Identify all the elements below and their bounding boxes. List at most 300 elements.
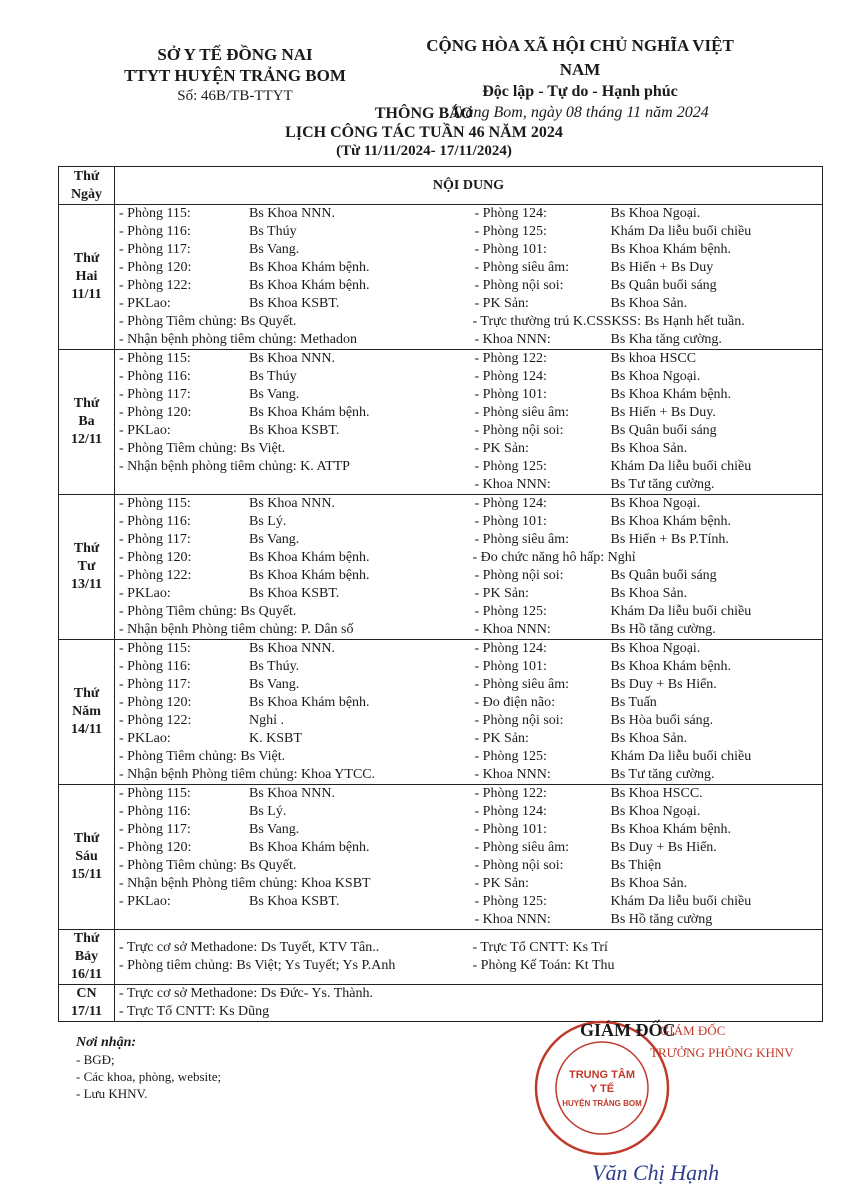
day-label-line: Thứ — [73, 686, 100, 701]
entry-value: Bs Khoa Khám bệnh. — [249, 840, 370, 855]
recipient-item: - BGĐ; — [76, 1052, 115, 1067]
schedule-entry — [115, 368, 469, 386]
org-name: TTYT HUYỆN TRẢNG BOM — [124, 66, 346, 85]
org-parent: SỞ Y TẾ ĐỒNG NAI — [157, 45, 313, 64]
schedule-entry — [115, 350, 469, 368]
right-column — [469, 350, 823, 494]
entry-value: Bs Khoa Khám bệnh. — [610, 242, 732, 257]
entry-value: Bs Khoa Khám bệnh. — [249, 568, 370, 583]
schedule-entry — [469, 567, 823, 585]
schedule-entry — [115, 585, 469, 603]
left-column — [115, 495, 469, 639]
entry-label: - Phòng 101: — [474, 514, 547, 529]
schedule-entry — [115, 730, 469, 748]
doc-number: Số: 46B/TB-TTYT — [177, 88, 293, 104]
entry-label: - Phòng 124: — [474, 206, 547, 221]
schedule-entry — [115, 893, 469, 911]
schedule-entry — [115, 549, 469, 567]
left-column — [115, 640, 469, 784]
entry-label: - PK Sản: — [474, 731, 529, 746]
schedule-entry — [115, 331, 469, 349]
place-date: Trảng Bom, ngày 08 tháng 11 năm 2024 — [451, 104, 709, 121]
left-column — [115, 205, 469, 349]
entry-label: - Phòng 120: — [119, 405, 192, 420]
entry-value: Bs Thúy. — [249, 659, 300, 674]
entry-value: Bs Tuấn — [610, 695, 657, 710]
entry-text: - Trực cơ sở Methadone: Ds Đức- Ys. Thành. — [119, 986, 373, 1001]
schedule-entry — [469, 205, 823, 223]
entry-label: - Phòng 120: — [119, 695, 192, 710]
day-content-cell — [115, 640, 823, 785]
schedule-entry — [115, 259, 469, 277]
stamp-text-3: HUYỆN TRẢNG BOM — [562, 1099, 642, 1108]
schedule-entry — [115, 621, 469, 639]
entry-text: - Trực Tổ CNTT: Ks Dũng — [119, 1004, 270, 1019]
day-label-cell — [59, 930, 115, 985]
day-row — [59, 785, 823, 930]
schedule-entry — [115, 241, 469, 259]
day-label-cell — [59, 640, 115, 785]
entry-label: - Phòng 122: — [119, 278, 192, 293]
entry-value: Bs Duy + Bs Hiển. — [610, 840, 717, 855]
entry-label: - PK Sản: — [474, 586, 529, 601]
entry-label: - Phòng 125: — [474, 894, 547, 909]
day-content-cell — [115, 350, 823, 495]
day-label-line: 16/11 — [70, 967, 103, 982]
entry-value: Bs Vang. — [249, 532, 300, 547]
schedule-entry — [115, 404, 469, 422]
entry-value: Bs Khoa KSBT. — [249, 586, 340, 601]
entry-label: - Phòng 101: — [474, 387, 547, 402]
schedule-entry — [469, 821, 823, 839]
schedule-entry — [469, 350, 823, 368]
entry-label: - Phòng 101: — [474, 242, 547, 257]
schedule-entry — [469, 766, 823, 784]
entry-value: Bs Khoa KSBT. — [249, 894, 340, 909]
entry-label: - Phòng 125: — [474, 749, 547, 764]
entry-text: - Nhận bệnh Phòng tiêm chủng: Khoa KSBT — [119, 876, 371, 891]
schedule-entry — [115, 295, 469, 313]
schedule-entry — [115, 205, 469, 223]
day-label-line: CN — [76, 986, 97, 1001]
schedule-entry — [469, 939, 823, 957]
header-date-label: Ngày — [70, 186, 103, 202]
day-label-line: Thứ — [73, 541, 100, 556]
entry-text: - Phòng tiêm chủng: Bs Việt; Ys Tuyết; Ys P.Anh — [119, 958, 396, 973]
day-row — [59, 495, 823, 640]
schedule-entry — [469, 223, 823, 241]
schedule-entry — [469, 893, 823, 911]
entry-value: Bs Thúy — [249, 369, 297, 384]
entry-label: - Phòng 125: — [474, 224, 547, 239]
entry-value: Bs Vang. — [249, 822, 300, 837]
schedule-entry — [115, 223, 469, 241]
schedule-entry — [469, 785, 823, 803]
entry-label: - Phòng nội soi: — [474, 278, 564, 293]
entry-value: Bs Vang. — [249, 387, 300, 402]
schedule-entry — [115, 277, 469, 295]
day-content-cell — [115, 205, 823, 350]
schedule-entry — [469, 957, 823, 975]
issuing-agency — [110, 44, 360, 106]
entry-label: - Phòng 124: — [474, 804, 547, 819]
schedule-entry — [115, 694, 469, 712]
entry-label: - Phòng siêu âm: — [474, 677, 569, 692]
schedule-entry — [115, 603, 469, 621]
doc-title: LỊCH CÔNG TÁC TUẦN 46 NĂM 2024 — [285, 124, 563, 141]
entry-value: Bs Khoa Sản. — [610, 876, 688, 891]
schedule-entry — [469, 839, 823, 857]
entry-value: Bs Kha tăng cường. — [610, 332, 722, 347]
entry-value: Bs Khoa Khám bệnh. — [249, 695, 370, 710]
entry-label: - Phòng 116: — [119, 224, 191, 239]
entry-label: - Phòng 116: — [119, 514, 191, 529]
day-label-line: Thứ — [73, 931, 100, 946]
schedule-entry — [469, 549, 823, 567]
schedule-entry — [115, 1003, 469, 1021]
entry-value: Bs Quân buổi sáng — [610, 568, 717, 583]
day-label-line: Hai — [75, 269, 98, 284]
day-content-cell — [115, 985, 823, 1022]
schedule-entry — [469, 277, 823, 295]
schedule-entry — [115, 875, 469, 893]
entry-value: Bs Hồ tăng cường — [610, 912, 713, 927]
day-label-cell — [59, 985, 115, 1022]
entry-label: - Phòng 122: — [474, 351, 547, 366]
entry-label: - Phòng 117: — [119, 822, 191, 837]
entry-label: - Phòng 120: — [119, 840, 192, 855]
day-label-line: Thứ — [73, 396, 100, 411]
recipient-item: - Các khoa, phòng, website; — [76, 1069, 222, 1084]
entry-value: Bs Khoa HSCC. — [610, 786, 703, 801]
schedule-entry — [115, 313, 469, 331]
schedule-entry — [115, 531, 469, 549]
day-content-cell — [115, 785, 823, 930]
schedule-entry — [469, 495, 823, 513]
right-column — [469, 939, 823, 975]
entry-text: - Phòng Tiêm chủng: Bs Quyết. — [119, 314, 297, 329]
entry-value: Bs Tư tăng cường. — [610, 767, 715, 782]
entry-label: - Phòng 116: — [119, 659, 191, 674]
entry-value: Bs khoa HSCC — [610, 351, 697, 366]
schedule-entry — [115, 712, 469, 730]
schedule-entry — [115, 513, 469, 531]
day-content-cell — [115, 495, 823, 640]
schedule-entry — [469, 422, 823, 440]
right-column — [469, 985, 823, 1021]
left-column — [115, 350, 469, 494]
right-column — [469, 785, 823, 929]
entry-value: Bs Lý. — [249, 514, 287, 529]
schedule-entry — [115, 640, 469, 658]
day-label-line: Sáu — [75, 849, 98, 864]
entry-value: Bs Khoa Khám bệnh. — [249, 405, 370, 420]
entry-text: - Trực thường trú K.CSSKSS: Bs Hạnh hết tuần. — [472, 314, 745, 329]
entry-value: Bs Duy + Bs Hiển. — [610, 677, 717, 692]
schedule-entry — [469, 748, 823, 766]
right-column — [469, 205, 823, 349]
entry-value: Bs Khoa Khám bệnh. — [249, 278, 370, 293]
entry-label: - Phòng 115: — [119, 641, 191, 656]
schedule-entry — [115, 658, 469, 676]
entry-value: Bs Khoa Khám bệnh. — [610, 387, 732, 402]
entry-label: - Phòng nội soi: — [474, 568, 564, 583]
schedule-entry — [469, 295, 823, 313]
day-label-line: 13/11 — [70, 577, 103, 592]
recipients-heading: Nơi nhận: — [76, 1035, 137, 1050]
entry-label: - Phòng 101: — [474, 659, 547, 674]
day-label-line: 17/11 — [70, 1004, 103, 1019]
entry-value: Khám Da liễu buổi chiều — [610, 894, 752, 909]
day-label-line: Thứ — [73, 831, 100, 846]
doc-period: (Từ 11/11/2024- 17/11/2024) — [336, 143, 512, 159]
entry-label: - Khoa NNN: — [474, 622, 551, 637]
schedule-entry — [469, 803, 823, 821]
entry-label: - Phòng 115: — [119, 351, 191, 366]
entry-value: Bs Khoa Khám bệnh. — [249, 550, 370, 565]
entry-value: Bs Khoa Sản. — [610, 296, 688, 311]
schedule-table — [58, 166, 823, 1022]
schedule-entry — [469, 603, 823, 621]
schedule-entry — [469, 331, 823, 349]
entry-text: - Trực cơ sở Methadone: Ds Tuyết, KTV Tân.. — [119, 940, 380, 955]
schedule-entry — [469, 368, 823, 386]
stamp-sub-title-1: GIÁM ĐỐC — [660, 1023, 726, 1038]
doc-type: THÔNG BÁO — [374, 105, 474, 122]
entry-label: - Phòng 122: — [119, 713, 192, 728]
entry-label: - Phòng siêu âm: — [474, 405, 569, 420]
entry-label: - Phòng siêu âm: — [474, 840, 569, 855]
schedule-entry — [469, 386, 823, 404]
entry-label: - Phòng 101: — [474, 822, 547, 837]
schedule-entry — [469, 676, 823, 694]
entry-value: Bs Khoa Ngoại. — [610, 496, 701, 511]
entry-label: - Phòng 117: — [119, 387, 191, 402]
entry-value: Bs Quân buổi sáng — [610, 423, 717, 438]
entry-label: - Khoa NNN: — [474, 767, 551, 782]
entry-value: Bs Khoa Sản. — [610, 731, 688, 746]
left-column — [115, 985, 469, 1021]
left-column — [115, 939, 469, 975]
entry-value: Bs Hồ tăng cường. — [610, 622, 716, 637]
day-label-line: Bảy — [74, 949, 99, 964]
entry-label: - Phòng siêu âm: — [474, 532, 569, 547]
day-row — [59, 930, 823, 985]
header-day-label: Thứ — [73, 168, 100, 184]
entry-value: Bs Vang. — [249, 242, 300, 257]
schedule-entry — [469, 911, 823, 929]
entry-label: - PK Sản: — [474, 296, 529, 311]
entry-value: Bs Hiển + Bs Duy — [610, 260, 714, 275]
entry-value: Bs Tư tăng cường. — [610, 477, 715, 492]
entry-text: - Nhận bệnh phòng tiêm chủng: Methadon — [119, 332, 357, 347]
schedule-entry — [115, 785, 469, 803]
entry-label: - Khoa NNN: — [474, 912, 551, 927]
entry-label: - PKLao: — [119, 423, 171, 438]
entry-label: - PK Sản: — [474, 876, 529, 891]
day-row — [59, 350, 823, 495]
schedule-entry — [115, 386, 469, 404]
stamp-text-2: Y TẾ — [589, 1083, 615, 1095]
entry-label: - Phòng 124: — [474, 496, 547, 511]
entry-value: Bs Khoa Ngoại. — [610, 206, 701, 221]
entry-value: Bs Vang. — [249, 677, 300, 692]
entry-value: Bs Khoa NNN. — [249, 351, 335, 366]
day-label-line: Tư — [77, 559, 96, 574]
schedule-entry — [469, 404, 823, 422]
motto: Độc lập - Tự do - Hạnh phúc — [482, 83, 678, 100]
schedule-entry — [469, 458, 823, 476]
schedule-entry — [469, 712, 823, 730]
entry-value: Khám Da liễu buổi chiều — [610, 749, 752, 764]
header-day-cell — [59, 167, 115, 205]
schedule-entry — [469, 259, 823, 277]
schedule-entry — [115, 821, 469, 839]
schedule-entry — [469, 531, 823, 549]
entry-text: - Phòng Tiêm chủng: Bs Quyết. — [119, 604, 297, 619]
entry-value: Bs Khoa Ngoại. — [610, 804, 701, 819]
entry-value: Bs Khoa NNN. — [249, 786, 335, 801]
entry-label: - PKLao: — [119, 586, 171, 601]
schedule-entry — [115, 422, 469, 440]
entry-value: Bs Hiển + Bs P.Tính. — [610, 532, 729, 547]
entry-text: - Nhận bệnh phòng tiêm chủng: K. ATTP — [119, 459, 350, 474]
day-label-line: Ba — [78, 414, 95, 429]
entry-text: - Nhận bệnh Phòng tiêm chủng: P. Dân số — [119, 622, 354, 637]
entry-label: - PK Sản: — [474, 441, 529, 456]
schedule-entry — [115, 857, 469, 875]
stamp-sub-title-2: TRƯỞNG PHÒNG KHNV — [650, 1045, 794, 1060]
schedule-entry — [115, 748, 469, 766]
entry-label: - Phòng 125: — [474, 459, 547, 474]
entry-value: Bs Khoa NNN. — [249, 496, 335, 511]
schedule-entry — [115, 803, 469, 821]
entry-value: Bs Thiện — [610, 858, 662, 873]
entry-label: - Phòng 116: — [119, 369, 191, 384]
entry-label: - Đo điện não: — [474, 695, 555, 710]
entry-label: - Phòng nội soi: — [474, 423, 564, 438]
entry-value: Khám Da liễu buổi chiều — [610, 459, 752, 474]
entry-value: K. KSBT — [249, 731, 302, 746]
day-label-cell — [59, 350, 115, 495]
entry-value: Bs Khoa Sản. — [610, 441, 688, 456]
schedule-entry — [115, 766, 469, 784]
entry-label: - Phòng 117: — [119, 532, 191, 547]
day-row — [59, 205, 823, 350]
schedule-entry — [469, 730, 823, 748]
entry-label: - Phòng 124: — [474, 369, 547, 384]
nation-name: CỘNG HÒA XÃ HỘI CHỦ NGHĨA VIỆT NAM — [426, 36, 734, 79]
schedule-entry — [469, 513, 823, 531]
day-label-cell — [59, 205, 115, 350]
entry-label: - PKLao: — [119, 894, 171, 909]
schedule-entry — [115, 676, 469, 694]
entry-value: Bs Khoa Khám bệnh. — [610, 514, 732, 529]
entry-text: - Phòng Tiêm chủng: Bs Việt. — [119, 749, 286, 764]
schedule-entry — [469, 621, 823, 639]
schedule-entry — [115, 567, 469, 585]
schedule-entry — [115, 939, 469, 957]
entry-label: - Phòng siêu âm: — [474, 260, 569, 275]
recipient-item: - Lưu KHNV. — [76, 1086, 148, 1101]
entry-text: - Phòng Kế Toán: Kt Thu — [472, 958, 615, 973]
entry-label: - Phòng 115: — [119, 786, 191, 801]
day-row — [59, 985, 823, 1022]
entry-label: - Phòng 122: — [474, 786, 547, 801]
schedule-entry — [469, 857, 823, 875]
entry-text: - Nhận bệnh Phòng tiêm chủng: Khoa YTCC. — [119, 767, 376, 782]
entry-value: Bs Khoa KSBT. — [249, 423, 340, 438]
schedule-entry — [115, 440, 469, 458]
schedule-entry — [469, 694, 823, 712]
entry-value: Bs Lý. — [249, 804, 287, 819]
day-label-line: Năm — [72, 704, 101, 719]
entry-label: - Phòng 116: — [119, 804, 191, 819]
entry-text: - Phòng Tiêm chủng: Bs Quyết. — [119, 858, 297, 873]
schedule-entry — [469, 585, 823, 603]
entry-label: - Khoa NNN: — [474, 477, 551, 492]
schedule-entry — [469, 658, 823, 676]
entry-value: Bs Khoa NNN. — [249, 641, 335, 656]
table-header-row — [59, 167, 823, 205]
right-column — [469, 640, 823, 784]
day-label-cell — [59, 785, 115, 930]
entry-value: Bs Hòa buổi sáng. — [610, 713, 714, 728]
schedule-entry — [469, 476, 823, 494]
schedule-entry — [469, 640, 823, 658]
entry-value: Khám Da liễu buổi chiều — [610, 604, 752, 619]
entry-label: - Phòng nội soi: — [474, 858, 564, 873]
day-label-line: 14/11 — [70, 722, 103, 737]
signer-title: GIÁM ĐỐC — [580, 1020, 676, 1040]
entry-value: Bs Khoa Sản. — [610, 586, 688, 601]
entry-value: Bs Khoa KSBT. — [249, 296, 340, 311]
schedule-entry — [115, 458, 469, 476]
recipients-block — [76, 1034, 221, 1102]
entry-value: Bs Hiển + Bs Duy. — [610, 405, 716, 420]
entry-label: - Phòng 124: — [474, 641, 547, 656]
schedule-entry — [469, 313, 823, 331]
entry-label: - Phòng 115: — [119, 206, 191, 221]
schedule-entry — [469, 875, 823, 893]
day-content-cell — [115, 930, 823, 985]
day-row — [59, 640, 823, 785]
entry-label: - Phòng 117: — [119, 242, 191, 257]
schedule-entry — [469, 440, 823, 458]
entry-text: - Trực Tổ CNTT: Ks Trí — [472, 940, 608, 955]
entry-value: Bs Khoa NNN. — [249, 206, 335, 221]
entry-label: - Phòng 122: — [119, 568, 192, 583]
entry-label: - Phòng 117: — [119, 677, 191, 692]
day-label-line: 12/11 — [70, 432, 103, 447]
day-label-line: Thứ — [73, 251, 100, 266]
entry-value: Bs Khoa Ngoại. — [610, 641, 701, 656]
schedule-entry — [115, 495, 469, 513]
stamp-text-1: TRUNG TÂM — [569, 1069, 635, 1081]
entry-label: - Phòng 120: — [119, 550, 192, 565]
entry-value: Khám Da liễu buổi chiều — [610, 224, 752, 239]
entry-value: Nghỉ . — [249, 713, 284, 728]
entry-label: - PKLao: — [119, 731, 171, 746]
entry-value: Bs Khoa Ngoại. — [610, 369, 701, 384]
signer-name: Văn Chị Hạnh — [592, 1160, 720, 1185]
entry-label: - Phòng 125: — [474, 604, 547, 619]
day-label-line: 11/11 — [71, 287, 102, 302]
entry-value: Bs Khoa Khám bệnh. — [610, 659, 732, 674]
entry-label: - Phòng 115: — [119, 496, 191, 511]
entry-value: Bs Quân buổi sáng — [610, 278, 717, 293]
entry-text: - Phòng Tiêm chủng: Bs Việt. — [119, 441, 286, 456]
